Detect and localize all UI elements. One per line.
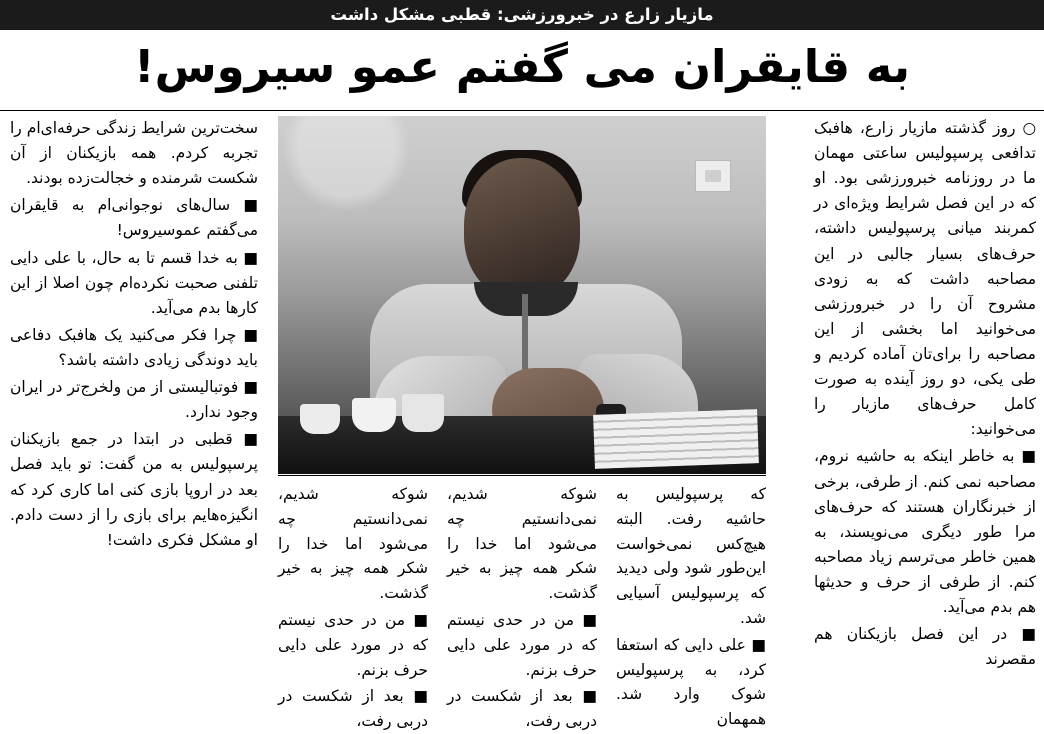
- lower-1-p1: که پرسپولیس به حاشیه رفت. البته هیچ‌کس نمی‌خواست این‌طور شود ولی دیدید که پرسپولیس آسیایی شد.: [616, 485, 766, 627]
- lower-2-p2: ■ من در حدی نیستم که در مورد علی دایی حرف بزنم.: [447, 610, 597, 679]
- paragraph-left-4: ■ چرا فکر می‌کنید یک هافبک دفاعی باید دوندگی زیادی داشته باشد؟: [10, 325, 258, 369]
- paragraph-right-3: ■ در این فصل بازیکنان هم مقصرند: [814, 625, 1036, 669]
- cup-three: [402, 394, 444, 432]
- page-headline: [0, 33, 1044, 101]
- papers-on-desk: [593, 409, 759, 469]
- banner-title: مازیار زارع در خبرورزشی: قطبی مشکل داشت: [330, 5, 714, 24]
- headline-divider: [0, 110, 1044, 111]
- lower-2-p1: شوکه شدیم، نمی‌دانستیم چه می‌شود اما خدا را شکر همه چیز به خیر گذشت.: [447, 485, 597, 603]
- top-banner: [0, 0, 1044, 30]
- lower-columns: [278, 482, 766, 731]
- paragraph-left-3: ■ به خدا قسم تا به حال، با علی دایی تلفنی صحبت نکرده‌ام چون اصلا از این کارها بدم می‌آید.: [10, 248, 258, 317]
- subject-head: [464, 158, 580, 298]
- lower-3-p2: ■ من در حدی نیستم که در مورد علی دایی حرف بزنم.: [278, 610, 428, 679]
- lower-3-p1: شوکه شدیم، نمی‌دانستیم چه می‌شود اما خدا را شکر همه چیز به خیر گذشت.: [278, 485, 428, 603]
- paragraph-left-5: ■ فوتبالیستی از من ولخرج‌تر در ایران وجود ندارد.: [10, 378, 258, 422]
- lower-3-p3: ■ بعد از شکست در دربی رفت،: [278, 687, 428, 731]
- paragraph-left-1: سخت‌ترین شرایط زندگی حرفه‌ای‌ام را تجربه کردم. همه بازیکنان از آن شکست شرمنده و خجالت‌زده بودند.: [10, 119, 258, 188]
- paragraph-left-2: ■ سال‌های نوجوانی‌ام به قایقران می‌گفتم عموسیروس!: [10, 196, 258, 240]
- cup-two: [352, 398, 396, 432]
- column-right: [814, 116, 1036, 669]
- cup-one: [300, 404, 340, 434]
- photo-bottom-rule: [278, 475, 766, 476]
- article-photo: [278, 116, 766, 474]
- article-body: [0, 116, 1044, 731]
- paragraph-left-6: ■ قطبی در ابتدا در جمع بازیکنان پرسپولیس به من گفت: تو باید فصل بعد در اروپا بازی کنی اما کاری کرد که انگیزه‌هایم برای بازی را از دست دادم. او مشکل فکری داشت!: [10, 430, 258, 549]
- lower-1-p2: ■ علی دایی که استعفا کرد، به پرسپولیس شوک وارد شد. همهمان: [616, 635, 766, 729]
- lower-column-1: [616, 482, 766, 729]
- paragraph-lead: ○ روز گذشته مازیار زارع، هافبک تدافعی پرسپولیس ساعتی مهمان ما در روزنامه خبرورزشی بود. او که در این فصل شرایط ویژه‌ای در کمربند میانی پرسپولیس داشته، حرف‌های بسیار جالبی در این مصاحبه داشت که به زودی مشروح آن را در خبرورزشی می‌خوانید اما بخشی از این مصاحبه را برای‌تان آماده کردیم و طی یکی، دو روز آینده به صورت کامل حرف‌های مازیار را می‌خوانید:: [814, 119, 1036, 439]
- lower-column-3: [278, 482, 428, 731]
- headline-text: به قایقران می گفتم عمو سیروس!: [134, 40, 910, 94]
- paragraph-right-2: ■ به خاطر اینکه به حاشیه نروم، مصاحبه نمی کنم. از طرفی، برخی از خبرنگاران هستند که حرف‌های مرا طور دیگری می‌نویسند، به همین خاطر می‌ترسم زیاد مصاحبه کنم. از طرفی از حرف و حدیثها هم بدم می‌آید.: [814, 447, 1036, 617]
- wall-switch-object: [695, 160, 731, 192]
- column-left: [10, 116, 258, 656]
- lower-column-2: [447, 482, 597, 731]
- lower-2-p3: ■ بعد از شکست در دربی رفت،: [447, 687, 597, 731]
